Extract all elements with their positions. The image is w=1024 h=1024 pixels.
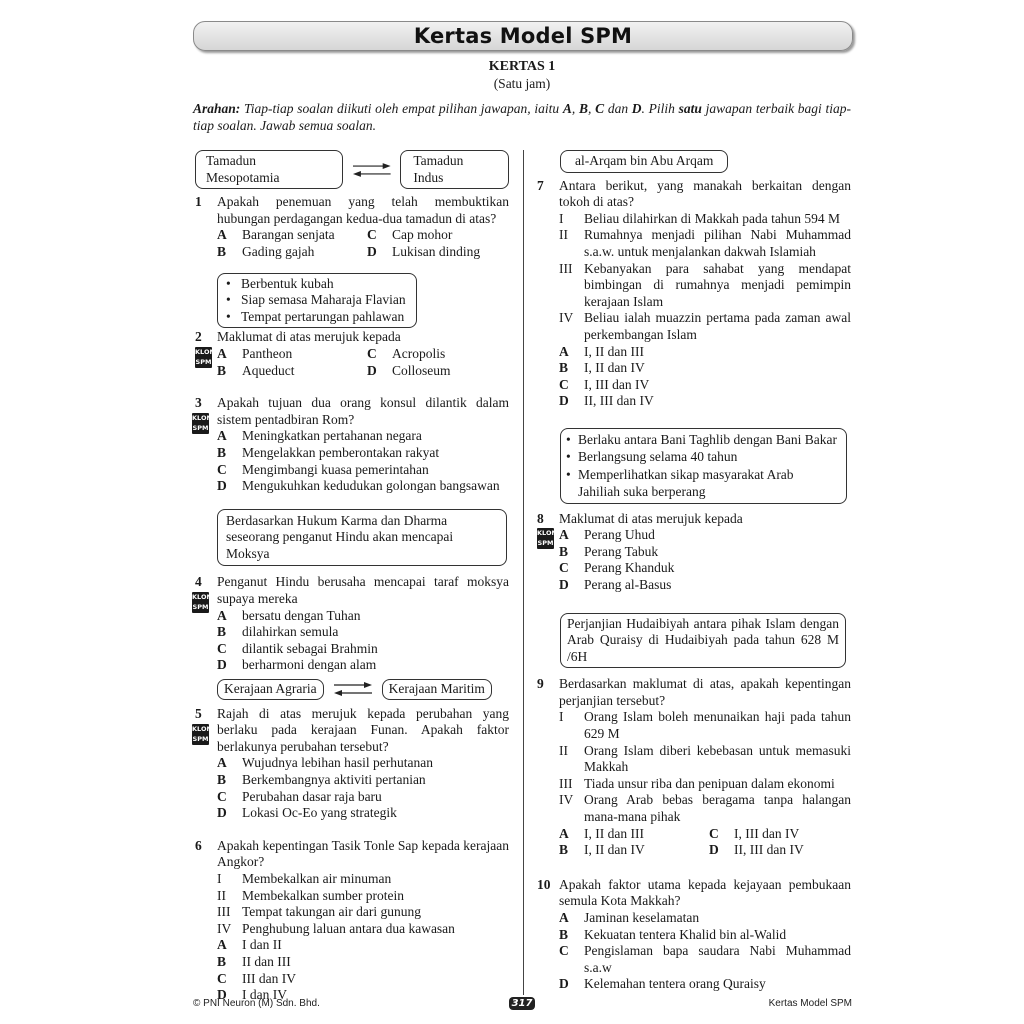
q5-box-right: Kerajaan Maritim: [382, 679, 492, 700]
q4-info-box: Berdasarkan Hukum Karma dan Dharma seseorang penganut Hindu akan mencapai Moksya: [217, 509, 507, 567]
option-c[interactable]: C dilantik sebagai Brahmin: [217, 640, 378, 656]
statement: IV Orang Arab bebas beragama tanpa halangan mana-mana pihak: [559, 792, 851, 825]
question-number: 7: [537, 177, 544, 193]
option-d[interactable]: D Lukisan dinding: [367, 243, 481, 259]
option-b[interactable]: B Mengelakkan pemberontakan rakyat: [217, 444, 440, 460]
question-number: 1: [195, 194, 202, 210]
bullet-item: • Memperlihatkan sikap masyarakat Arab Jahiliah suka berperang: [566, 466, 794, 500]
statement: IV Penghubung laluan antara dua kawasan: [217, 920, 455, 936]
option-d[interactable]: D II, III dan IV: [709, 842, 804, 858]
right-column: [537, 150, 851, 993]
q1-box-right: Tamadun Indus: [400, 150, 509, 189]
question-6: [195, 838, 509, 1004]
option-c[interactable]: C Perang Khanduk: [559, 560, 675, 576]
question-text: Rajah di atas merujuk kepada perubahan yang berlaku pada kerajaan Funan. Apakah faktor berlakunya perubahan tersebut?: [217, 705, 509, 754]
question-number: 6: [195, 837, 202, 853]
question-3: [192, 395, 509, 495]
q5-box-left: Kerajaan Agraria: [217, 679, 324, 700]
option-c[interactable]: C Acropolis: [367, 345, 446, 361]
question-number: 5: [195, 705, 202, 721]
option-c[interactable]: C III dan IV: [217, 970, 296, 986]
paper-label: KERTAS 1: [488, 59, 556, 74]
q7-info-box: al-Arqam bin Abu Arqam: [560, 150, 728, 173]
option-b[interactable]: B Berkembangnya aktiviti pertanian: [217, 772, 426, 787]
option-b[interactable]: B I, II dan IV: [559, 842, 645, 858]
question-number: 4: [195, 574, 202, 590]
question-5: [192, 705, 509, 822]
option-a[interactable]: A Pantheon: [217, 345, 293, 361]
option-b[interactable]: B dilahirkan semula: [217, 624, 339, 640]
question-8: [537, 511, 851, 594]
duration-label: (Satu jam): [493, 76, 551, 91]
instructions: Arahan: Tiap-tiap soalan diikuti oleh empat pilihan jawapan, iaitu A, B, C dan D. Pilih satu jawapan terbaik bagi tiap-tiap soalan. Jawab semua soalan.: [193, 101, 851, 133]
options: [217, 227, 509, 260]
question-10: [537, 877, 851, 993]
question-7: [537, 178, 851, 410]
question-text: Berdasarkan maklumat di atas, apakah kepentingan perjanjian tersebut?: [559, 676, 851, 708]
option-a[interactable]: A I dan II: [217, 937, 282, 953]
question-2: [195, 329, 509, 379]
statement: III Tempat takungan air dari gunung: [217, 904, 422, 920]
option-d[interactable]: D Lokasi Oc-Eo yang strategik: [217, 805, 397, 821]
bullet-item: • Berbentuk kubah: [226, 275, 334, 291]
option-b[interactable]: B Kekuatan tentera Khalid bin al-Walid: [559, 926, 787, 942]
publisher-credit: © PNI Neuron (M) Sdn. Bhd.: [193, 998, 320, 1009]
bullet-item: • Berlangsung selama 40 tahun: [566, 449, 738, 465]
question-text: Apakah tujuan dua orang konsul dilantik dalam sistem pentadbiran Rom?: [217, 395, 509, 427]
option-c[interactable]: C Mengimbangi kuasa pemerintahan: [217, 461, 429, 477]
question-text: Apakah faktor utama kepada kejayaan pembukaan semula Kota Makkah?: [559, 876, 851, 909]
statement: I Orang Islam boleh menunaikan haji pada tahun 629 M: [559, 709, 851, 742]
option-a[interactable]: A Perang Uhud: [559, 527, 655, 543]
question-number: 2: [195, 329, 202, 345]
klon-spm-badge: KLON SPM: [192, 724, 212, 743]
option-b[interactable]: B II dan III: [217, 953, 291, 969]
question-text: Apakah penemuan yang telah membuktikan hubungan perdagangan kedua-dua tamadun di atas?: [217, 194, 509, 226]
question-4: [192, 574, 509, 674]
option-b[interactable]: B Aqueduct: [217, 362, 295, 378]
klon-spm-badge: KLON SPM: [195, 347, 215, 366]
question-number: 10: [537, 876, 551, 892]
statement: I Membekalkan air minuman: [217, 870, 392, 886]
option-a[interactable]: A Barangan senjata: [217, 227, 335, 243]
option-b[interactable]: B Perang Tabuk: [559, 543, 659, 559]
bullet-item: • Berlaku antara Bani Taghlib dengan Bani Bakar: [566, 431, 837, 447]
page-number: 317: [509, 997, 535, 1010]
q1-diagram: [195, 150, 509, 189]
option-c[interactable]: C I, III dan IV: [559, 376, 650, 392]
page-title: Kertas Model SPM: [413, 24, 633, 48]
option-d[interactable]: D I dan IV: [217, 987, 287, 1003]
klon-spm-badge: KLON SPM: [192, 414, 212, 433]
statement: II Membekalkan sumber protein: [217, 887, 404, 903]
column-divider: [523, 150, 524, 995]
page-title-banner: [193, 21, 853, 51]
statement: II Rumahnya menjadi pilihan Nabi Muhammad s.a.w. untuk menjalankan dakwah Islamiah: [559, 227, 851, 259]
statement: III Tiada unsur riba dan penipuan dalam ekonomi: [559, 775, 835, 791]
q1-box-left: Tamadun Mesopotamia: [195, 150, 343, 189]
bullet-item: • Tempat pertarungan pahlawan: [226, 308, 405, 324]
question-number: 3: [195, 395, 202, 411]
bidirectional-arrow-icon: [351, 160, 393, 180]
options: [559, 826, 851, 859]
option-d[interactable]: D Mengukuhkan kedudukan golongan bangsawan: [217, 478, 500, 494]
question-text: Antara berikut, yang manakah berkaitan dengan tokoh di atas?: [559, 177, 851, 210]
bullet-item: • Siap semasa Maharaja Flavian: [226, 292, 406, 308]
option-b[interactable]: B Gading gajah: [217, 243, 315, 259]
option-b[interactable]: B I, II dan IV: [559, 360, 645, 376]
option-d[interactable]: D II, III dan IV: [559, 393, 654, 409]
question-text: Maklumat di atas merujuk kepada: [559, 510, 743, 526]
option-d[interactable]: D Colloseum: [367, 362, 451, 378]
klon-spm-badge: KLON SPM: [537, 529, 557, 548]
option-d[interactable]: D Kelemahan tentera orang Quraisy: [559, 976, 766, 992]
bidirectional-arrow-icon: [332, 679, 374, 699]
option-c[interactable]: C Pengislaman bapa saudara Nabi Muhammad s.a.w: [559, 943, 851, 975]
option-a[interactable]: A bersatu dengan Tuhan: [217, 607, 361, 623]
question-1: [195, 194, 509, 260]
q5-diagram: [217, 679, 509, 700]
option-a[interactable]: A I, II dan III: [559, 343, 644, 359]
option-d[interactable]: D berharmoni dengan alam: [217, 657, 377, 673]
q9-info-box: Perjanjian Hudaibiyah antara pihak Islam dengan Arab Quraisy di Hudaibiyah pada tahun 628 M /6H: [560, 613, 846, 669]
statement: I Beliau dilahirkan di Makkah pada tahun 594 M: [559, 210, 841, 226]
option-a[interactable]: A Meningkatkan pertahanan negara: [217, 428, 422, 444]
klon-spm-badge: KLON SPM: [192, 593, 212, 612]
left-column: [192, 150, 509, 1004]
option-a[interactable]: A I, II dan III: [559, 825, 644, 841]
q8-info-box: [560, 428, 847, 504]
statement: II Orang Islam diberi kebebasan untuk memasuki Makkah: [559, 742, 851, 775]
option-a[interactable]: A Wujudnya lebihan hasil perhutanan: [217, 755, 434, 771]
question-text: Penganut Hindu berusaha mencapai taraf moksya supaya mereka: [217, 574, 509, 607]
question-number: 8: [537, 510, 544, 526]
question-text: Apakah kepentingan Tasik Tonle Sap kepada kerajaan Angkor?: [217, 837, 509, 870]
question-text: Maklumat di atas merujuk kepada: [217, 329, 401, 345]
q2-info-box: [217, 273, 417, 329]
option-c[interactable]: C Cap mohor: [367, 227, 453, 243]
option-d[interactable]: D Perang al-Basus: [559, 576, 672, 592]
option-c[interactable]: C I, III dan IV: [709, 825, 800, 841]
option-c[interactable]: C Perubahan dasar raja baru: [217, 788, 382, 804]
question-number: 9: [537, 676, 544, 692]
options: [217, 346, 509, 379]
option-a[interactable]: A Jaminan keselamatan: [559, 910, 700, 925]
question-9: [537, 676, 851, 859]
statement: IV Beliau ialah muazzin pertama pada zaman awal perkembangan Islam: [559, 310, 851, 342]
statement: III Kebanyakan para sahabat yang mendapat bimbingan di rumahnya menjadi pemimpin kerajaan Islam: [559, 260, 851, 309]
book-title: Kertas Model SPM: [768, 998, 852, 1009]
